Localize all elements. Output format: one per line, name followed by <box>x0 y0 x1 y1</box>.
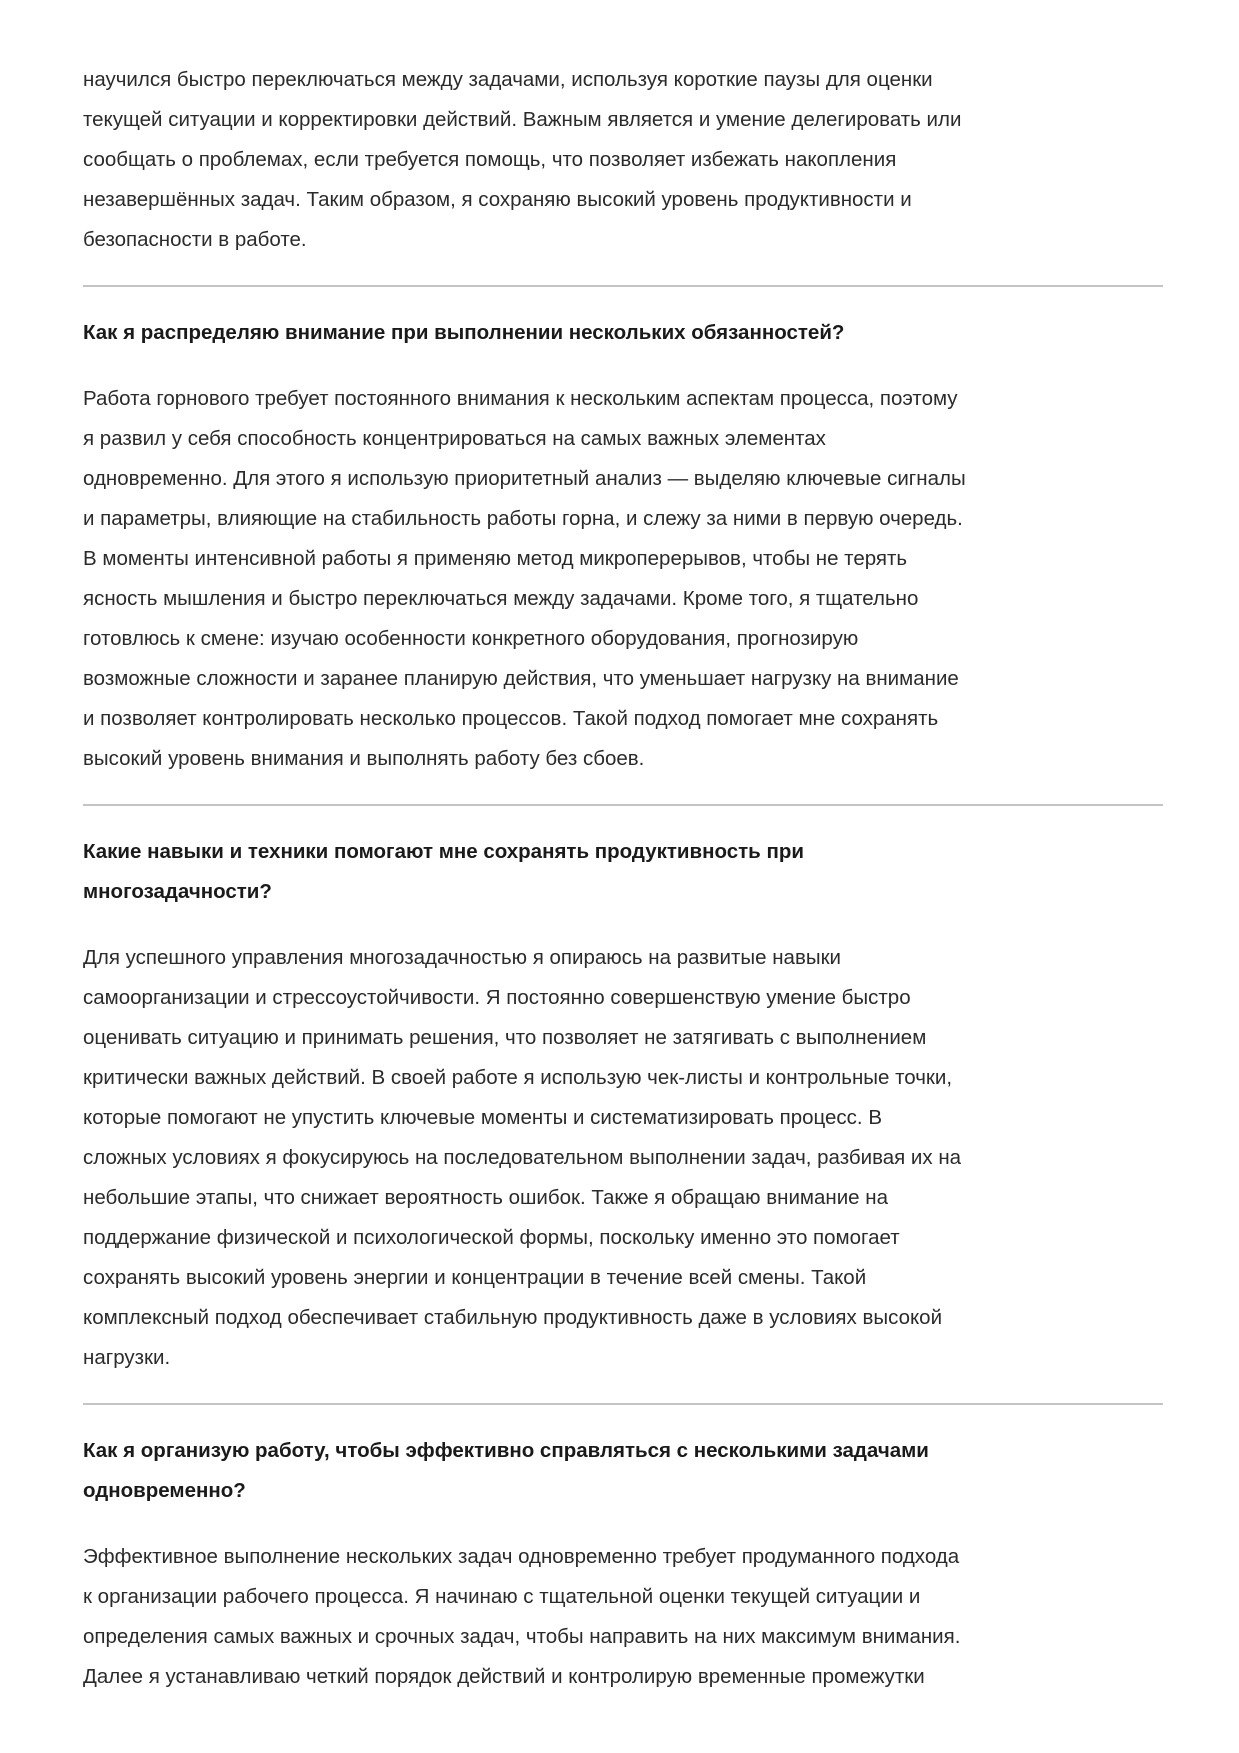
paragraph-line: возможные сложности и заранее планирую действия, что уменьшает нагрузку на внимание <box>83 667 959 690</box>
paragraph-line: Работа горнового требует постоянного внимания к нескольким аспектам процесса, поэтому <box>83 387 958 410</box>
paragraph-line: высокий уровень внимания и выполнять работу без сбоев. <box>83 747 645 770</box>
paragraph-line: небольшие этапы, что снижает вероятность ошибок. Также я обращаю внимание на <box>83 1186 888 1209</box>
paragraph-line: Далее я устанавливаю четкий порядок действий и контролирую временные промежутки <box>83 1665 925 1688</box>
paragraph-line: В моменты интенсивной работы я применяю метод микроперерывов, чтобы не терять <box>83 547 908 570</box>
paragraph-line: незавершённых задач. Таким образом, я сохраняю высокий уровень продуктивности и <box>83 188 912 211</box>
paragraph-line: готовлюсь к смене: изучаю особенности конкретного оборудования, прогнозирую <box>83 627 859 650</box>
paragraph-line: нагрузки. <box>83 1346 171 1369</box>
paragraph-line: комплексный подход обеспечивает стабильную продуктивность даже в условиях высокой <box>83 1306 943 1329</box>
paragraph-line: текущей ситуации и корректировки действий. Важным является и умение делегировать или <box>83 108 962 131</box>
paragraph-line: одновременно. Для этого я использую приоритетный анализ — выделяю ключевые сигналы <box>83 467 966 490</box>
paragraph-line: к организации рабочего процесса. Я начинаю с тщательной оценки текущей ситуации и <box>83 1585 921 1608</box>
paragraph-line: которые помогают не упустить ключевые моменты и систематизировать процесс. В <box>83 1106 882 1129</box>
heading-line: Как я распределяю внимание при выполнении нескольких обязанностей? <box>83 321 845 344</box>
paragraph-line: и позволяет контролировать несколько процессов. Такой подход помогает мне сохранять <box>83 707 939 730</box>
section-paragraph <box>83 379 1163 779</box>
paragraph-line: и параметры, влияющие на стабильность работы горна, и слежу за ними в первую очередь. <box>83 507 963 530</box>
section-divider <box>83 285 1163 287</box>
paragraph-line: Эффективное выполнение нескольких задач одновременно требует продуманного подхода <box>83 1545 960 1568</box>
paragraph-line: сохранять высокий уровень энергии и концентрации в течение всей смены. Такой <box>83 1266 867 1289</box>
paragraph-line: научился быстро переключаться между задачами, используя короткие паузы для оценки <box>83 68 933 91</box>
section-heading <box>83 1431 1163 1511</box>
section-heading <box>83 313 1163 353</box>
heading-line: одновременно? <box>83 1479 246 1502</box>
paragraph-line: оценивать ситуацию и принимать решения, что позволяет не затягивать с выполнением <box>83 1026 927 1049</box>
heading-line: Какие навыки и техники помогают мне сохранять продуктивность при <box>83 840 804 863</box>
paragraph-line: сложных условиях я фокусируюсь на последовательном выполнении задач, разбивая их на <box>83 1146 962 1169</box>
paragraph-line: поддержание физической и психологической формы, поскольку именно это помогает <box>83 1226 900 1249</box>
heading-line: многозадачности? <box>83 880 272 903</box>
heading-line: Как я организую работу, чтобы эффективно справляться с несколькими задачами <box>83 1439 929 1462</box>
paragraph-line: определения самых важных и срочных задач, чтобы направить на них максимум внимания. <box>83 1625 961 1648</box>
paragraph-line: ясность мышления и быстро переключаться между задачами. Кроме того, я тщательно <box>83 587 919 610</box>
paragraph-line: сообщать о проблемах, если требуется помощь, что позволяет избежать накопления <box>83 148 897 171</box>
paragraph-line: самоорганизации и стрессоустойчивости. Я постоянно совершенствую умение быстро <box>83 986 911 1009</box>
section-paragraph <box>83 938 1163 1378</box>
paragraph-line: безопасности в работе. <box>83 228 307 251</box>
section-divider <box>83 804 1163 806</box>
section-heading <box>83 832 1163 912</box>
paragraph-line: Для успешного управления многозадачностью я опираюсь на развитые навыки <box>83 946 841 969</box>
section-divider <box>83 1403 1163 1405</box>
document-body <box>83 60 1163 1697</box>
paragraph-line: я развил у себя способность концентрироваться на самых важных элементах <box>83 427 826 450</box>
section-paragraph <box>83 60 1163 260</box>
section-paragraph <box>83 1537 1163 1697</box>
paragraph-line: критически важных действий. В своей работе я использую чек-листы и контрольные точки, <box>83 1066 953 1089</box>
